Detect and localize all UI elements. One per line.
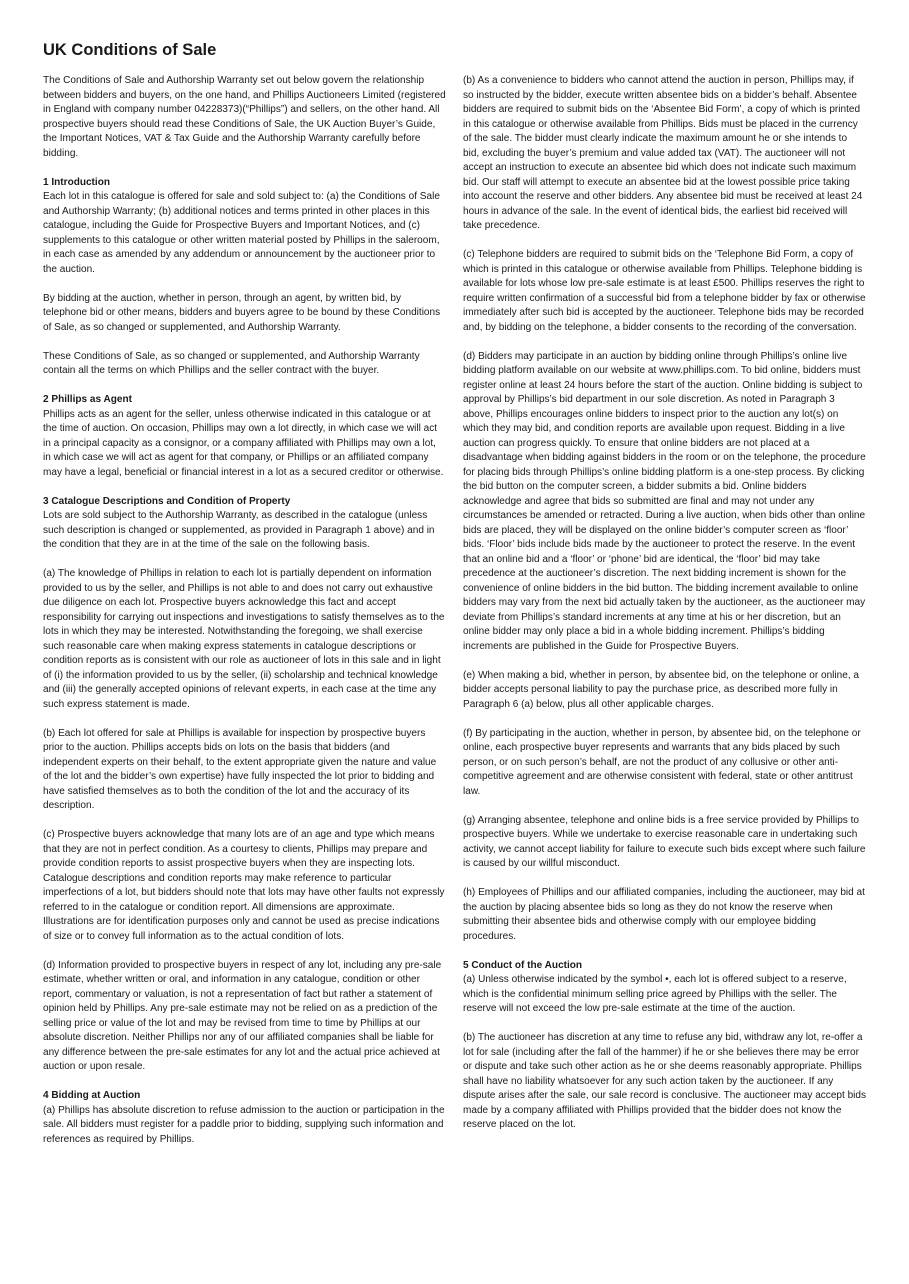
right-column — [463, 74, 866, 1147]
section-heading-conduct-of-auction: 5 Conduct of the Auction — [463, 959, 583, 971]
paragraph: (h) Employees of Phillips and our affiliated companies, including the auctioneer, may bid at the auction by placing absentee bids so long as they do not know the reserve when submitting their absentee bids and otherwise comply with our employee bidding procedures. — [463, 887, 865, 942]
paragraph: (d) Information provided to prospective buyers in respect of any lot, including any pre-sale estimate, whether written or oral, and information in any catalogue, condition or other report, commentary or valuation, is not a representation of fact but rather a statement of opinion held by Phillips. Any pre-sale estimate may not be relied on as a prediction of the selling price or value of the lot and may be revised from time to time by Phillips at our absolute discretion. Neither Phillips nor any of our affiliated companies shall be liable for any difference between the pre-sale estimates for any lot and the actual price achieved at auction or upon resale. — [43, 959, 442, 1072]
paragraph: Each lot in this catalogue is offered for sale and sold subject to: (a) the Conditions of Sale and Authorship Warranty; (b) additional notices and terms printed in other places in this catalogue, including the Guide for Prospective Buyers and Important Notices, and (c) supplements to this catalogue or other written material posted by Phillips in the saleroom, in each case as amended by any addendum or announcement by the auctioneer prior to the auction. — [43, 191, 440, 275]
section-heading-bidding-at-auction: 4 Bidding at Auction — [43, 1090, 141, 1101]
left-column — [43, 74, 446, 1162]
section-heading-phillips-as-agent: 2 Phillips as Agent — [43, 394, 132, 405]
paragraph: Phillips acts as an agent for the seller, unless otherwise indicated in this catalogue or at the time of auction. On occasion, Phillips may own a lot directly, in which case we will act in a principal capacity as a consignor, or a company affiliated with Phillips may own a lot, in which case we will act as agent for that company, or Phillips or an affiliated company may have a legal, beneficial or financial interest in a lot as a secured creditor or otherwise. — [43, 408, 444, 478]
page-title: UK Conditions of Sale — [43, 41, 217, 59]
paragraph: (a) The knowledge of Phillips in relation to each lot is partially dependent on information provided to us by the seller, and Phillips is not able to and does not carry out exhaustive due diligence on each lot. Prospective buyers acknowledge this fact and accept responsibility for carrying out inspections and investigations to satisfy themselves as to the lots in which they may be interested. Notwithstanding the foregoing, we shall exercise such reasonable care when making express statements in catalogue descriptions or condition reports as is consistent with our role as auctioneer of lots in this sale and in light of (i) the information provided to us by the seller, (ii) scholarship and technical knowledge and (iii) the generally accepted opinions of relevant experts, in each case at the time any such express statement is made. — [43, 568, 445, 710]
paragraph: (g) Arranging absentee, telephone and online bids is a free service provided by Phillips to prospective buyers. While we undertake to exercise reasonable care in undertaking such activity, we cannot accept liability for failure to execute such bids except where such failure is caused by our willful misconduct. — [463, 814, 866, 869]
paragraph: Lots are sold subject to the Authorship Warranty, as described in the catalogue (unless such description is changed or supplemented, as provided in Paragraph 1 above) and in the condition that they are in at the time of the sale on the following basis. — [43, 510, 435, 550]
intro-paragraph: The Conditions of Sale and Authorship Warranty set out below govern the relationship between bidders and buyers, on the one hand, and Phillips Auctioneers Limited (registered in England with company number 04228373)(“Phillips”) and sellers, on the other hand. All prospective buyers should read these Conditions of Sale, the UK Auction Buyer’s Guide, the Important Notices, VAT & Tax Guide and the Authorship Warranty carefully before bidding. — [43, 75, 446, 159]
paragraph: (f) By participating in the auction, whether in person, by absentee bid, on the telephone or online, each prospective buyer represents and warrants that any bids placed by such person, or on such person’s behalf, are not the product of any collusive or other anti-competitive agreement and are otherwise consistent with federal, state or other antitrust law. — [463, 727, 861, 797]
paragraph: By bidding at the auction, whether in person, through an agent, by written bid, by telephone bid or other means, bidders and buyers agree to be bound by these Conditions of Sale, as so changed or supplemented, and Authorship Warranty. — [43, 292, 441, 333]
paragraph: (b) Each lot offered for sale at Phillips is available for inspection by prospective buyers prior to the auction. Phillips accepts bids on lots on the basis that bidders (and independent experts on their behalf, to the extent appropriate given the nature and value of the lot and the bidder’s own expertise) have fully inspected the lot prior to bidding and have satisfied themselves as to both the condition of the lot and the accuracy of its description. — [43, 727, 437, 811]
paragraph: (b) The auctioneer has discretion at any time to refuse any bid, withdraw any lot, re-offer a lot for sale (including after the fall of the hammer) if he or she believes there may be error or dispute and take such other action as he or she deems reasonably appropriate. Phillips shall have no liability whatsoever for any such action taken by the auctioneer. If any dispute arises after the sale, our sale record is conclusive. The auctioneer may accept bids made by a company affiliated with Phillips provided that the bidder does not know the reserve placed on the lot. — [463, 1032, 867, 1130]
paragraph: (d) Bidders may participate in an auction by bidding online through Phillips’s online live bidding platform available on our website at www.phillips.com. To bid online, bidders must register online at least 24 hours before the start of the auction. Online bidding is subject to approval by Phillips’s bid department in our sole discretion. As noted in Paragraph 3 above, Phillips encourages online bidders to inspect prior to the auction any lot(s) on which they may bid, and condition reports are available upon request. Bidding in a live auction can progress quickly. To ensure that online bidders are not placed at a disadvantage when bidding against bidders in the room or on the telephone, the procedure for placing bids through Phillips’s online bidding platform is a one-step process. By clicking the bid button on the computer screen, a bidder submits a bid. Online bidders acknowledge and agree that bids so submitted are final and may not under any circumstances be amended or retracted. During a live auction, when bids other than online bids are placed, they will be displayed on the online bidder’s computer screen as ‘floor’ bids. ‘Floor’ bids include bids made by the auctioneer to protect the reserve. In the event that an online bid and a ‘floor’ or ‘phone’ bid are identical, the ‘floor’ bid may take precedence at the auctioneer’s discretion. The next bidding increment is shown for the convenience of online bidders in the bid button. The bidding increment available to online bidders may vary from the next bid actually taken by the auctioneer, as the auctioneer may deviate from Phillips’s standard increments at any time at his or her discretion, but an online bidder may only place a bid in a whole bidding increment. Phillips’s bidding increments are published in the Guide for Prospective Buyers. — [463, 350, 866, 652]
section-heading-catalogue-descriptions: 3 Catalogue Descriptions and Condition of Property — [43, 495, 291, 507]
paragraph: (a) Phillips has absolute discretion to refuse admission to the auction or participation in the sale. All bidders must register for a paddle prior to bidding, supplying such information and references as required by Phillips. — [43, 1104, 445, 1145]
section-heading-introduction: 1 Introduction — [43, 176, 110, 188]
paragraph: (e) When making a bid, whether in person, by absentee bid, on the telephone or online, a bidder accepts personal liability to pay the purchase price, as described more fully in Paragraph 6 (a) below, plus all other applicable charges. — [463, 669, 859, 710]
paragraph: (c) Prospective buyers acknowledge that many lots are of an age and type which means that they are not in perfect condition. As a courtesy to clients, Phillips may prepare and provide condition reports to assist prospective buyers when they are inspecting lots. Catalogue descriptions and condition reports may make reference to particular imperfections of a lot, but bidders should note that lots may have other faults not expressly referred to in the catalogue or condition report. All dimensions are approximate. Illustrations are for identification purposes only and cannot be used as precise indications of size or to convey full information as to the actual condition of lots. — [43, 829, 445, 942]
paragraph: These Conditions of Sale, as so changed or supplemented, and Authorship Warranty contain all the terms on which Phillips and the seller contract with the buyer. — [43, 350, 420, 376]
paragraph: (a) Unless otherwise indicated by the symbol •, each lot is offered subject to a reserve, which is the confidential minimum selling price agreed by Phillips with the seller. The reserve will not exceed the low pre-sale estimate at the time of the auction. — [463, 974, 847, 1014]
paragraph: (c) Telephone bidders are required to submit bids on the ‘Telephone Bid Form, a copy of which is printed in this catalogue or otherwise available from Phillips. Telephone bidding is available for lots whose low pre-sale estimate is at least £500. Phillips reserves the right to require written confirmation of a successful bid from a telephone bidder by fax or otherwise immediately after such bid is accepted by the auctioneer. Telephone bids may be recorded and, by bidding on the telephone, a bidder consents to the recording of the conversation. — [463, 249, 866, 333]
paragraph: (b) As a convenience to bidders who cannot attend the auction in person, Phillips may, if so instructed by the bidder, execute written absentee bids on a bidder’s behalf. Absentee bidders are required to submit bids on the ‘Absentee Bid Form’, a copy of which is printed in this catalogue or otherwise available from Phillips. Bids must be placed in the currency of the sale. The bidder must clearly indicate the maximum amount he or she intends to bid, excluding the buyer’s premium and value added tax (VAT). The auctioneer will not accept an instruction to execute an absentee bid which does not indicate such maximum bid. Our staff will attempt to execute an absentee bid at the lowest possible price taking into account the reserve and other bidders. Any absentee bid must be received at least 24 hours in advance of the sale. In the event of identical bids, the earliest bid received will take precedence. — [463, 75, 863, 231]
